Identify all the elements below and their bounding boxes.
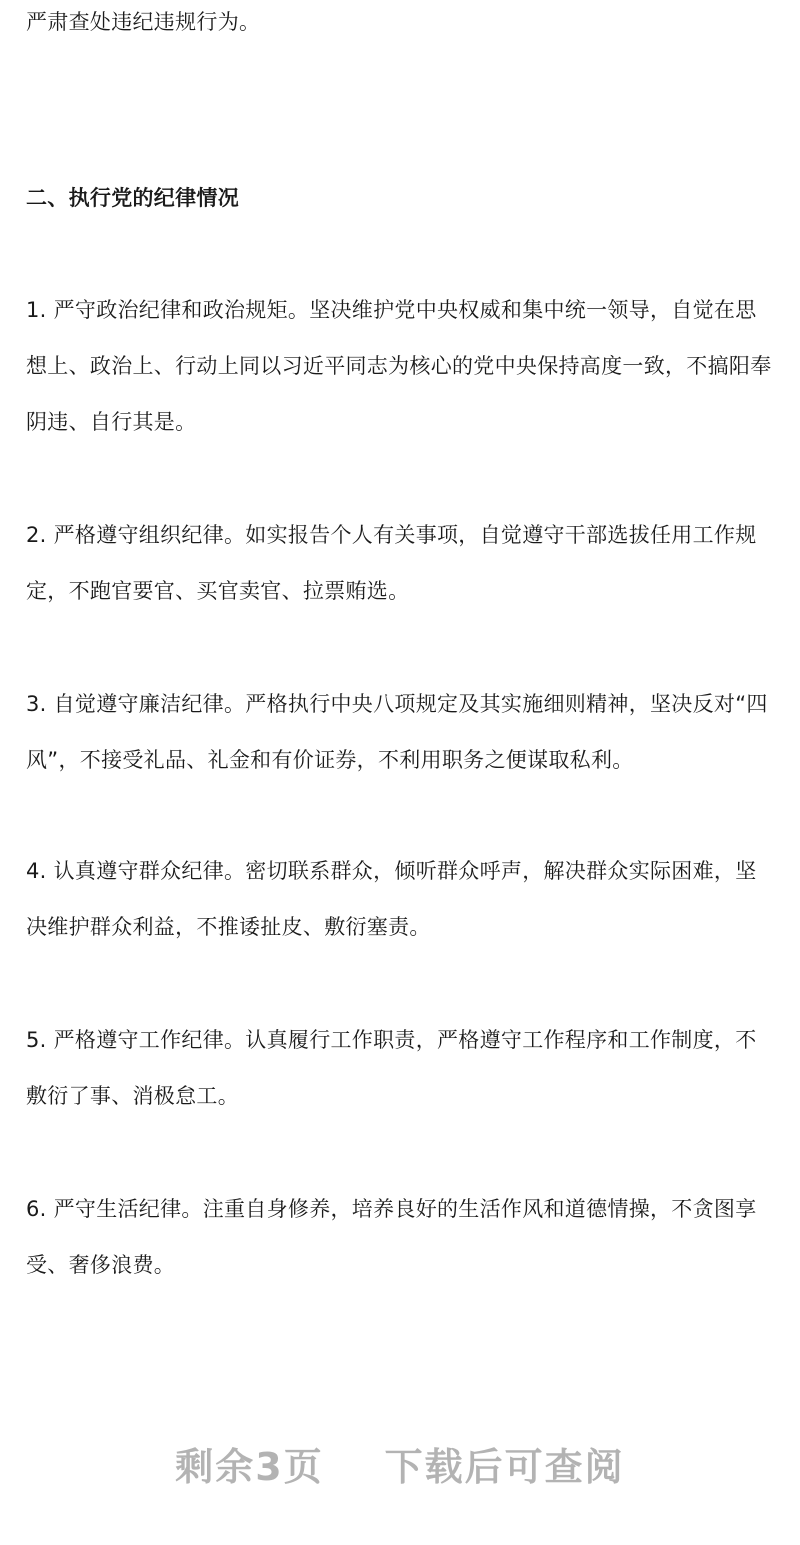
discipline-item-6: 6. 严守生活纪律。注重自身修养，培养良好的生活作风和道德情操，不贪图享受、奢侈浪费。 (26, 1197, 757, 1277)
remaining-pages-label: 剩余3页 (175, 1445, 324, 1489)
section-heading: 二、执行党的纪律情况 (26, 186, 239, 210)
discipline-item-1: 1. 严守政治纪律和政治规矩。坚决维护党中央权威和集中统一领导，自觉在思想上、政治上、行动上同以习近平同志为核心的党中央保持高度一致，不搞阳奉阴违、自行其是。 (26, 298, 772, 434)
download-hint-label: 下载后可查阅 (384, 1445, 625, 1489)
download-banner[interactable] (0, 1436, 800, 1491)
discipline-item-2: 2. 严格遵守组织纪律。如实报告个人有关事项，自觉遵守干部选拔任用工作规定，不跑官要官、买官卖官、拉票贿选。 (26, 523, 757, 603)
discipline-item-3: 3. 自觉遵守廉洁纪律。严格执行中央八项规定及其实施细则精神，坚决反对“四风”，不接受礼品、礼金和有价证券，不利用职务之便谋取私利。 (26, 692, 768, 772)
discipline-item-5: 5. 严格遵守工作纪律。认真履行工作职责，严格遵守工作程序和工作制度，不敷衍了事、消极怠工。 (26, 1028, 757, 1108)
intro-tail-text: 严肃查处违纪违规行为。 (26, 10, 261, 34)
discipline-item-4: 4. 认真遵守群众纪律。密切联系群众，倾听群众呼声，解决群众实际困难，坚决维护群众利益，不推诿扯皮、敷衍塞责。 (26, 859, 757, 939)
